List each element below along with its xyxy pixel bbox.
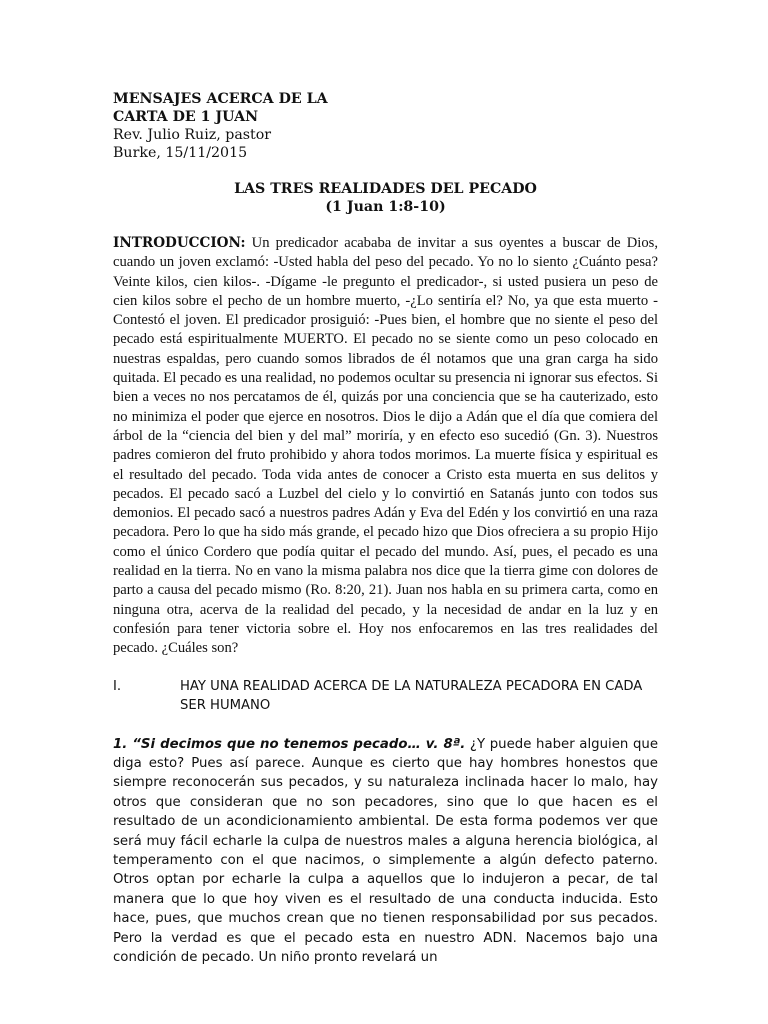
sermon-title bbox=[113, 180, 658, 216]
introduction-text: Un predicador acababa de invitar a sus oyentes a buscar de Dios, cuando un joven exclamó: -Usted habla del peso del pecado. Yo no lo siento ¿Cuánto pesa? Veinte kilos, cien kilos-. -Dígame -le pregunto el predicador-, si usted pusiera un peso de cien kilos sobre el pecho de un hombre muerto, -¿Lo sentiría el? No, ya que esta muerto -Contestó el joven. El predicador prosiguió: -Pues bien, el hombre que no siente el peso del pecado está espiritualmente MUERTO. El pecado no se siente como un peso colocado en nuestras espaldas, pero cuando somos librados de él notamos que una gran carga ha sido quitada. El pecado es una realidad, no podemos ocultar su presencia ni ignorar sus efectos. Si bien a veces no nos percatamos de él, quizás por una conciencia que se ha cauterizado, esto no minimiza el poder que ejerce en nosotros. Dios le dijo a Adán que el día que comiera del árbol de la “ciencia del bien y del mal” moriría, y en efecto eso sucedió (Gn. 3). Nuestros padres comieron del fruto prohibido y ahora todos morimos. La muerte física y espiritual es el resultado del pecado. Toda vida antes de conocer a Cristo esta muerta en sus delitos y pecados. El pecado sacó a Luzbel del cielo y lo convirtió en Satanás junto con todos sus demonios. El pecado sacó a nuestros padres Adán y Eva del Edén y los convirtió en una raza pecadora. Pero lo que ha sido más grande, el pecado hizo que Dios ofreciera a su propio Hijo como el único Cordero que podía quitar el pecado del mundo. Así, pues, el pecado es una realidad en la tierra. No en vano la misma palabra nos dice que la tierra gime con dolores de parto a causa del pecado mismo (Ro. 8:20, 21). Juan nos habla en su primera carta, como en ninguna otra, acerva de la realidad del pecado, y la necesidad de andar en la luz y en confesión para tener victoria sobre el. Hoy nos enfocaremos en las tres realidades del pecado. ¿Cuáles son? bbox=[113, 235, 658, 657]
sermon-title-main: LAS TRES REALIDADES DEL PECADO bbox=[234, 181, 537, 197]
point-lead: 1. “Si decimos que no tenemos pecado… v. 8ª. bbox=[113, 736, 466, 752]
section-number: I. bbox=[113, 678, 122, 694]
place-date-line: Burke, 15/11/2015 bbox=[113, 145, 248, 161]
section-heading-text: HAY UNA REALIDAD ACERCA DE LA NATURALEZA PECADORA EN CADA SER HUMANO bbox=[180, 678, 643, 714]
sermon-title-reference: (1 Juan 1:8-10) bbox=[325, 199, 446, 215]
point-text: ¿Y puede haber alguien que diga esto? Pues así parece. Aunque es cierto que hay hombres honestos que siempre reconocerán sus pecados, y su naturaleza inclinada hacer lo malo, hay otros que consideran que no son pecadores, sino que lo que hacen es el resultado de un acondicionamiento ambiental. De esta forma podemos ver que será muy fácil echarle la culpa de nuestros males a alguna herencia biológica, al temperamento con el que nacimos, o simplemente a algún defecto paterno. Otros optan por echarle la culpa a aquellos que lo indujeron a pecar, de tal manera que lo que hoy viven es el resultado de una conducta inducida. Esto hace, pues, que muchos crean que no tienen responsabilidad por sus pecados. Pero la verdad es que el pecado esta en nuestro ADN. Nacemos bajo una condición de pecado. Un niño pronto revelará un bbox=[113, 736, 658, 965]
point-paragraph bbox=[113, 735, 658, 968]
document-header bbox=[113, 90, 658, 162]
introduction-label: INTRODUCCION: bbox=[113, 235, 246, 251]
introduction-paragraph bbox=[113, 234, 658, 659]
series-title-line-1: MENSAJES ACERCA DE LA bbox=[113, 91, 328, 107]
series-title-line-2: CARTA DE 1 JUAN bbox=[113, 109, 259, 125]
section-heading bbox=[113, 677, 658, 716]
author-line: Rev. Julio Ruiz, pastor bbox=[113, 127, 272, 143]
